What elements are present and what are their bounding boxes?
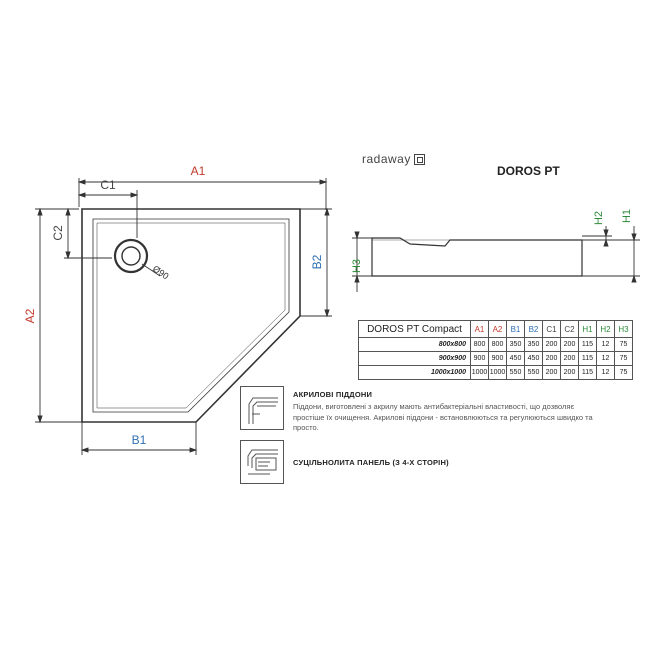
spec-col-a1: A1 [471,321,489,338]
label-c1: C1 [100,178,116,192]
table-row [359,366,633,380]
spec-col-h1: H1 [579,321,597,338]
table-cell: 550 [525,366,543,380]
table-cell: 200 [543,366,561,380]
spec-col-c2: C2 [561,321,579,338]
product-title: DOROS PT [497,164,560,178]
drain-inner [122,247,140,265]
table-row [359,338,633,352]
spec-table [358,320,633,380]
table-cell: 75 [615,338,633,352]
tray-inner-outline [93,219,289,412]
table-cell: 1000 [489,366,507,380]
table-cell: 800 [471,338,489,352]
table-cell: 1000 [471,366,489,380]
table-cell: 200 [561,352,579,366]
table-row [359,352,633,366]
feature-acrylic-description: Піддони, виготовлені з акрилу мають антибактеріальні властивості, що дозволяє простіше їх очищення. Акрилові піддони - встановлюються та регулюються швидко та просто. [293,402,593,432]
table-cell: 200 [561,338,579,352]
table-cell: 115 [579,352,597,366]
table-cell: 350 [507,338,525,352]
table-cell: 800 [489,338,507,352]
feature-panel-title: СУЦІЛЬНОЛИТА ПАНЕЛЬ (З 4-Х СТОРІН) [293,458,449,467]
table-cell: 115 [579,366,597,380]
brand-logo-text: radaway [362,152,411,166]
table-cell-size: 900x900 [359,352,471,366]
table-cell: 450 [525,352,543,366]
table-cell: 550 [507,366,525,380]
table-cell: 900 [471,352,489,366]
table-cell-size: 800x800 [359,338,471,352]
acrylic-tray-icon [240,386,284,430]
table-cell: 900 [489,352,507,366]
drain-outer [115,240,147,272]
label-c2: C2 [51,225,65,241]
label-a2: A2 [23,308,37,324]
label-h3: H3 [351,258,363,274]
spec-col-c1: C1 [543,321,561,338]
label-b1: B1 [131,433,147,447]
table-cell: 75 [615,366,633,380]
table-cell: 200 [543,338,561,352]
table-cell: 12 [597,352,615,366]
table-cell: 200 [561,366,579,380]
spec-col-b1: B1 [507,321,525,338]
spec-col-a2: A2 [489,321,507,338]
table-cell: 350 [525,338,543,352]
table-cell: 200 [543,352,561,366]
label-drain-diameter: Ø90 [150,263,171,282]
spec-table-header-row [359,321,633,338]
table-cell-size: 1000x1000 [359,366,471,380]
label-h2: H2 [593,210,605,226]
solid-panel-icon [240,440,284,484]
label-a1: A1 [190,164,206,178]
spec-col-h3: H3 [615,321,633,338]
table-cell: 12 [597,366,615,380]
spec-table-model: DOROS PT Compact [359,321,471,338]
table-cell: 115 [579,338,597,352]
table-cell: 12 [597,338,615,352]
spec-col-b2: B2 [525,321,543,338]
table-cell: 450 [507,352,525,366]
label-b2: B2 [310,254,324,270]
table-cell: 75 [615,352,633,366]
label-h1: H1 [621,208,633,224]
spec-col-h2: H2 [597,321,615,338]
feature-acrylic-title: АКРИЛОВІ ПІДДОНИ [293,390,373,399]
